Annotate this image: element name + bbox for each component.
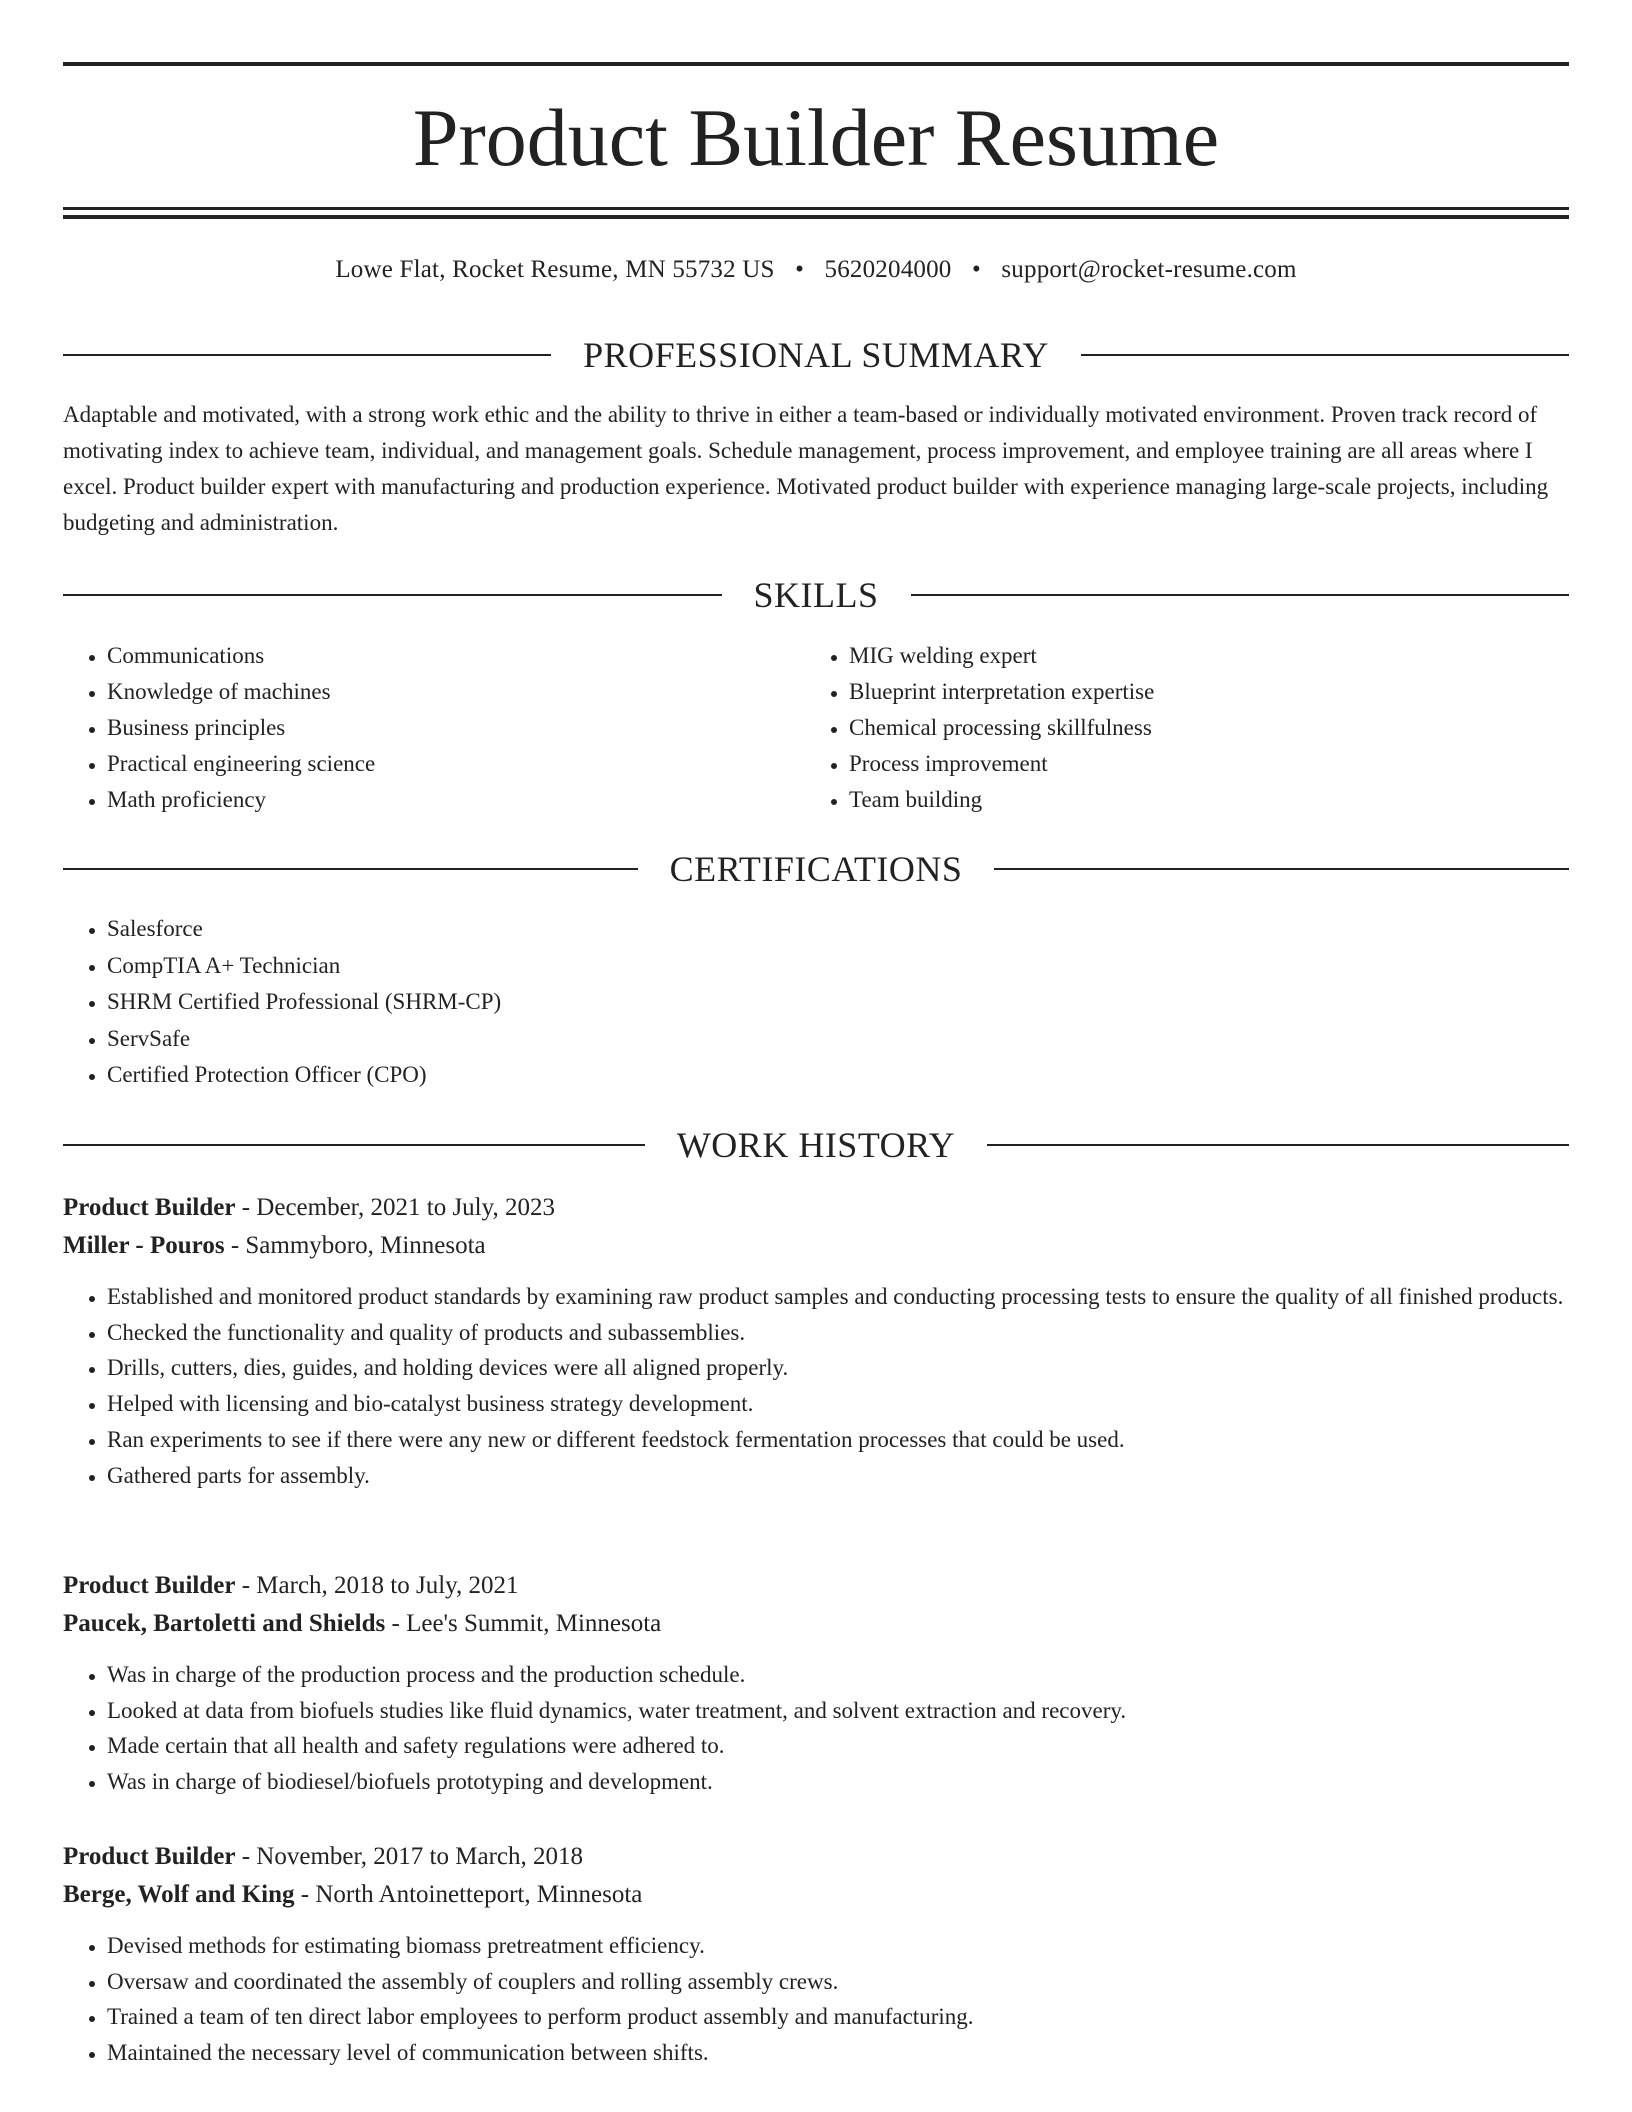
heading-rule-left [63, 354, 551, 356]
skill-item: • Blueprint interpretation expertise [849, 674, 1505, 710]
job-dates: - November, 2017 to March, 2018 [235, 1843, 584, 1870]
skills-column-right [805, 638, 1505, 818]
certification-item: • CompTIA A+ Technician [107, 948, 963, 985]
contact-address: Lowe Flat, Rocket Resume, MN 55732 US [335, 256, 775, 283]
job-location: - North Antoinetteport, Minnesota [294, 1881, 643, 1908]
job-company-line [63, 1227, 1569, 1265]
certification-item: • Certified Protection Officer (CPO) [107, 1057, 963, 1094]
certification-item: • Salesforce [107, 911, 963, 948]
skill-item: • MIG welding expert [849, 638, 1505, 674]
section-heading-work-history [63, 1125, 1569, 1165]
job-dates: - March, 2018 to July, 2021 [235, 1572, 519, 1599]
job-entry [63, 1838, 1569, 2071]
job-bullet: • Gathered parts for assembly. [107, 1458, 1569, 1494]
heading-rule-right [911, 594, 1570, 596]
job-company-line [63, 1876, 1569, 1914]
job-bullet: • Trained a team of ten direct labor employees to perform product assembly and manufacturing. [107, 1999, 1569, 2035]
job-title-line [63, 1189, 1569, 1227]
heading-rule-left [63, 1144, 645, 1146]
section-heading-certifications [63, 849, 1569, 889]
certification-item: • SHRM Certified Professional (SHRM-CP) [107, 984, 963, 1021]
resume-title: Product Builder Resume [412, 92, 1220, 183]
contact-separator: • [795, 256, 805, 283]
job-bullet: • Ran experiments to see if there were any new or different feedstock fermentation processes that could be used. [107, 1422, 1569, 1458]
skills-column-left [63, 638, 763, 818]
title-rule-lower [63, 215, 1569, 219]
job-title-line [63, 1838, 1569, 1876]
job-bullet: • Was in charge of the production process and the production schedule. [107, 1657, 1569, 1693]
certifications-list [63, 911, 963, 1094]
title-rule-upper [63, 207, 1569, 210]
job-bullet: • Oversaw and coordinated the assembly of couplers and rolling assembly crews. [107, 1964, 1569, 2000]
job-bullet: • Helped with licensing and bio-catalyst business strategy development. [107, 1386, 1569, 1422]
skill-item: • Practical engineering science [107, 746, 763, 782]
job-company: Berge, Wolf and King [63, 1881, 295, 1908]
contact-separator: • [971, 256, 981, 283]
job-bullet: • Checked the functionality and quality of products and subassemblies. [107, 1315, 1569, 1351]
section-heading-skills [63, 575, 1569, 615]
contact-email: support@rocket-resume.com [1001, 256, 1297, 283]
skill-item: • Knowledge of machines [107, 674, 763, 710]
skill-item: • Math proficiency [107, 782, 763, 818]
job-company: Paucek, Bartoletti and Shields [63, 1610, 386, 1637]
certification-item: • ServSafe [107, 1021, 963, 1058]
job-title: Product Builder [63, 1843, 236, 1870]
job-company-line [63, 1605, 1569, 1643]
section-title: PROFESSIONAL SUMMARY [583, 335, 1049, 375]
top-rule [63, 62, 1569, 66]
job-location: - Lee's Summit, Minnesota [385, 1610, 662, 1637]
section-title: WORK HISTORY [676, 1125, 956, 1165]
job-entry [63, 1189, 1569, 1493]
skill-item: • Chemical processing skillfulness [849, 710, 1505, 746]
contact-line [63, 252, 1569, 288]
heading-rule-left [63, 594, 722, 596]
heading-rule-right [994, 868, 1569, 870]
job-bullet: • Looked at data from biofuels studies like fluid dynamics, water treatment, and solvent extraction and recovery. [107, 1693, 1569, 1729]
job-title: Product Builder [63, 1572, 236, 1599]
job-entry [63, 1567, 1569, 1800]
job-bullet: • Drills, cutters, dies, guides, and holding devices were all aligned properly. [107, 1350, 1569, 1386]
job-title: Product Builder [63, 1194, 236, 1221]
job-bullet: • Devised methods for estimating biomass pretreatment efficiency. [107, 1928, 1569, 1964]
heading-rule-left [63, 868, 638, 870]
job-title-line [63, 1567, 1569, 1605]
section-title: SKILLS [753, 575, 879, 615]
contact-phone: 5620204000 [824, 256, 952, 283]
summary-text: Adaptable and motivated, with a strong work ethic and the ability to thrive in either a team-based or individually motivated environment. Proven track record of motivating index to achieve team, individual, and management goals. Schedule management, process improvement, and employee training are all areas where I excel. Product builder expert with manufacturing and production experience. Motivated product builder with experience managing large-scale projects, including budgeting and administration. [63, 402, 1549, 535]
skill-item: • Communications [107, 638, 763, 674]
section-title: CERTIFICATIONS [669, 849, 963, 889]
heading-rule-right [1081, 354, 1569, 356]
heading-rule-right [987, 1144, 1569, 1146]
job-company: Miller - Pouros [63, 1232, 225, 1259]
job-bullet: • Maintained the necessary level of communication between shifts. [107, 2035, 1569, 2071]
job-bullet: • Made certain that all health and safety regulations were adhered to. [107, 1728, 1569, 1764]
job-bullet: • Established and monitored product standards by examining raw product samples and conducting processing tests to ensure the quality of all finished products. [107, 1279, 1569, 1315]
skill-item: • Business principles [107, 710, 763, 746]
job-bullet: • Was in charge of biodiesel/biofuels prototyping and development. [107, 1764, 1569, 1800]
job-dates: - December, 2021 to July, 2023 [235, 1194, 555, 1221]
skill-item: • Process improvement [849, 746, 1505, 782]
job-location: - Sammyboro, Minnesota [224, 1232, 486, 1259]
skill-item: • Team building [849, 782, 1505, 818]
section-heading-summary [63, 335, 1569, 375]
